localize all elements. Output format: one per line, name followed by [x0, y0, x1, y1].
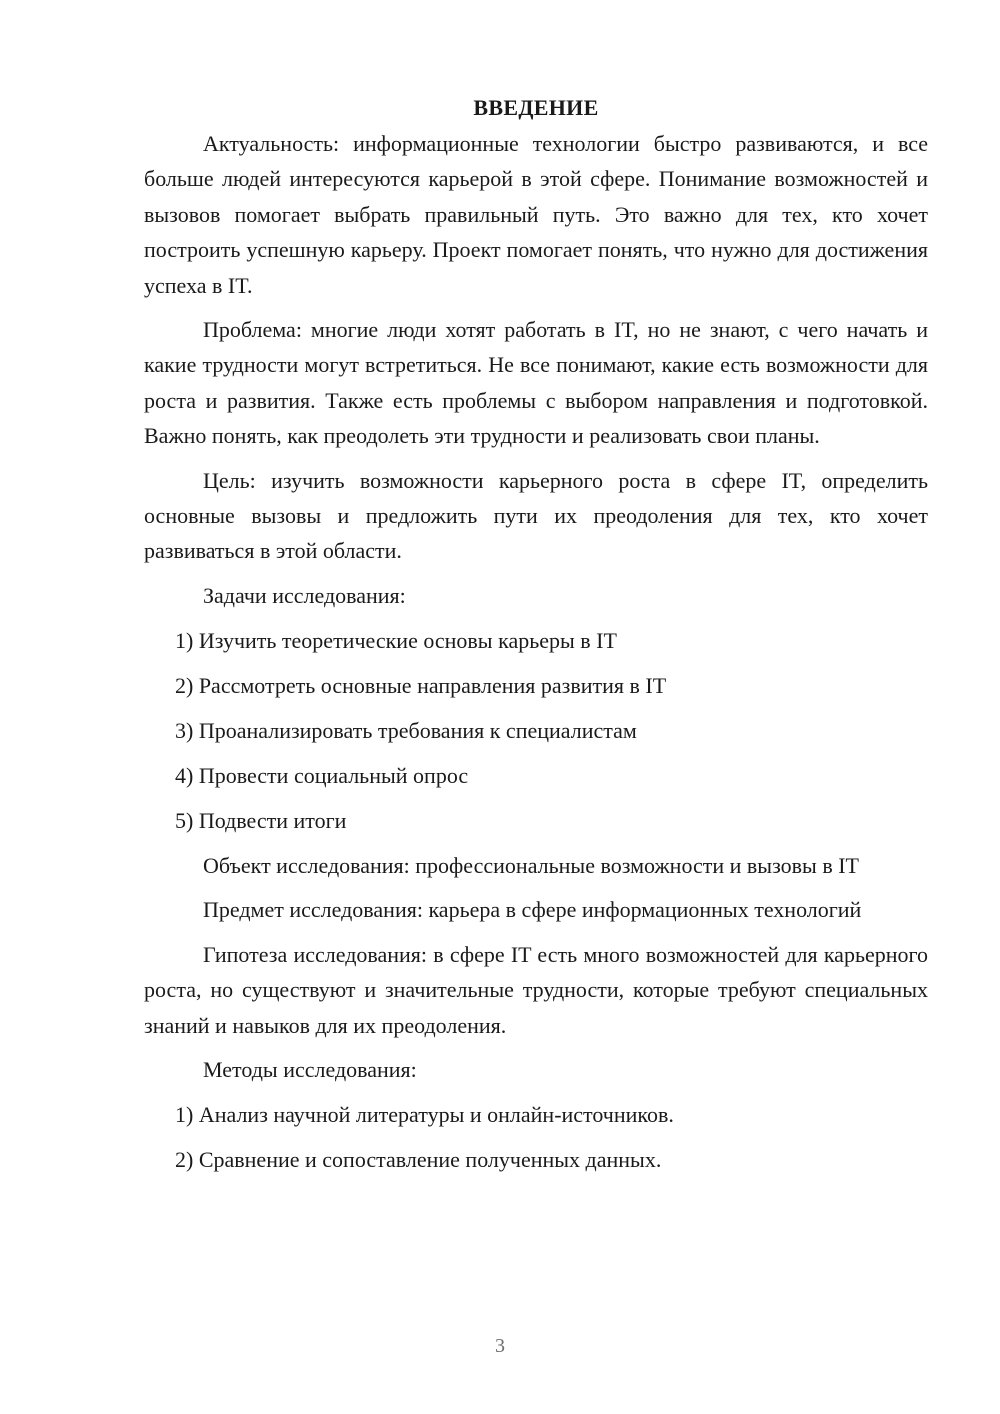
list-item: 3) Проанализировать требования к специалистам [175, 717, 637, 743]
object-paragraph: Объект исследования: профессиональные возможности и вызовы в IT [203, 852, 859, 878]
problem-paragraph: Проблема: многие люди хотят работать в IT, но не знают, с чего начать и какие трудности могут встретиться. Не все понимают, какие есть возможности для роста и развития. Также есть проблемы с выбором направления и подготовкой. Важно понять, как преодолеть эти трудности и реализовать свои планы. [144, 317, 928, 449]
goal-paragraph: Цель: изучить возможности карьерного роста в сфере IT, определить основные вызовы и предложить пути их преодоления для тех, кто хочет развиваться в этой области. [144, 467, 928, 564]
list-item: 4) Провести социальный опрос [175, 762, 469, 788]
methods-heading: Методы исследования: [203, 1056, 417, 1082]
list-item: 1) Анализ научной литературы и онлайн-источников. [175, 1101, 674, 1127]
list-item: 5) Подвести итоги [175, 807, 347, 833]
section-title: ВВЕДЕНИЕ [473, 95, 599, 120]
list-item: 2) Рассмотреть основные направления развития в IT [175, 672, 667, 698]
list-item: 1) Изучить теоретические основы карьеры в IT [175, 627, 617, 653]
list-item: 2) Сравнение и сопоставление полученных данных. [175, 1146, 662, 1172]
tasks-heading: Задачи исследования: [203, 582, 406, 608]
subject-paragraph: Предмет исследования: карьера в сфере информационных технологий [203, 897, 862, 923]
hypothesis-paragraph: Гипотеза исследования: в сфере IT есть много возможностей для карьерного роста, но существуют и значительные трудности, которые требуют специальных знаний и навыков для их преодоления. [144, 941, 928, 1038]
methods-list [144, 1097, 928, 1177]
document-page [144, 90, 928, 1187]
relevance-paragraph: Актуальность: информационные технологии быстро развиваются, и все больше людей интересуются карьерой в этой сфере. Понимание возможностей и вызовов помогает выбрать правильный путь. Это важно для тех, кто хочет построить успешную карьеру. Проект помогает понять, что нужно для достижения успеха в IT. [144, 131, 928, 298]
page-number: 3 [495, 1335, 505, 1357]
tasks-list [144, 623, 928, 838]
